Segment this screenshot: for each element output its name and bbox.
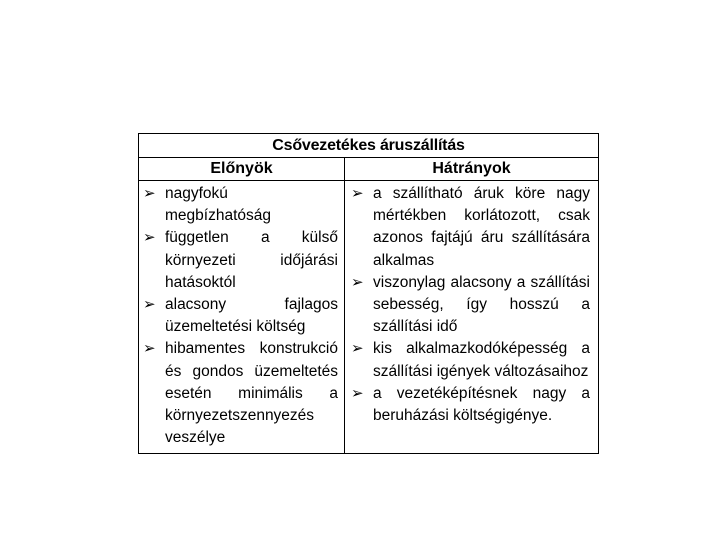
disadvantage-text: viszonylag alacsony a szállítási sebesség, így hosszú a szállítási idő [373,273,590,336]
list-item [143,294,338,338]
advantage-text: nagyfokú megbízhatóság [165,185,271,225]
disadvantages-header: Hátrányok [432,160,511,177]
table-body-row [139,181,598,453]
list-item [143,227,338,294]
list-item [351,183,590,272]
list-item [351,383,590,427]
arrow-bullet-icon: ➢ [143,185,156,202]
disadvantages-cell [345,181,598,453]
disadvantage-text: a szállítható áruk köre nagy mértékben korlátozott, csak azonos fajtájú áru szállítására alkalmas [373,185,590,269]
list-item [351,272,590,339]
list-item [143,183,338,227]
arrow-bullet-icon: ➢ [143,296,156,314]
comparison-table [138,133,599,454]
table-header-row [139,158,598,181]
disadvantage-text: kis alkalmazkodóképesség a szállítási igények változásaihoz [373,340,590,380]
arrow-bullet-icon: ➢ [143,229,156,247]
arrow-bullet-icon: ➢ [351,384,364,402]
advantage-text: hibamentes konstrukció és gondos üzemeltetés esetén minimális a környezetszennyezés veszélye [165,340,338,447]
arrow-bullet-icon: ➢ [351,340,364,358]
arrow-bullet-icon: ➢ [351,273,364,291]
advantages-cell [139,181,345,453]
advantage-text: alacsony fajlagos üzemeltetési költség [165,296,338,336]
list-item [143,338,338,449]
disadvantage-text: a vezetéképítésnek nagy a beruházási költségigénye. [373,384,590,425]
advantages-header: Előnyök [139,158,345,180]
advantage-text: független a külső környezeti időjárási hatásoktól [165,229,338,291]
arrow-bullet-icon: ➢ [351,185,364,202]
arrow-bullet-icon: ➢ [143,340,156,358]
table-title: Csővezetékes áruszállítás [139,134,598,158]
list-item [351,338,590,382]
